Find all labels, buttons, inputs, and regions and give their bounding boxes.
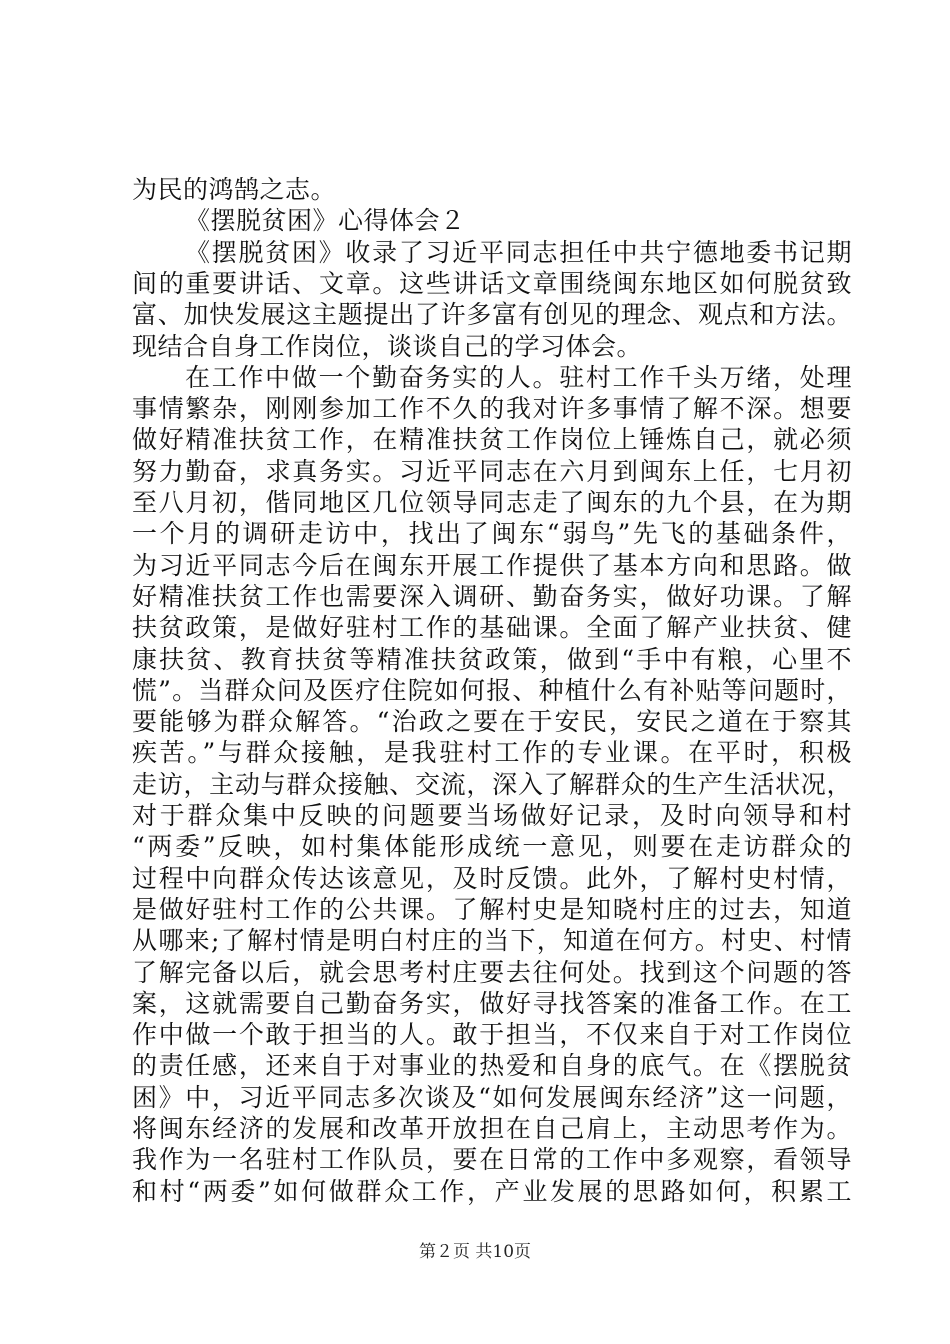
text-line: 富、加快发展这主题提出了许多富有创见的理念、观点和方法。 bbox=[132, 300, 852, 329]
text-line: 事情繁杂，刚刚参加工作不久的我对许多事情了解不深。想要 bbox=[132, 394, 852, 423]
text-line: 困》中，习近平同志多次谈及“如何发展闽东经济”这一问题， bbox=[132, 1083, 852, 1112]
text-line: 疾苦。”与群众接触，是我驻村工作的专业课。在平时，积极 bbox=[132, 738, 852, 767]
text-line: 为习近平同志今后在闽东开展工作提供了基本方向和思路。做 bbox=[132, 551, 852, 580]
text-line: 和村“两委”如何做群众工作，产业发展的思路如何，积累工 bbox=[132, 1177, 852, 1206]
text-line: 案，这就需要自己勤奋务实，做好寻找答案的准备工作。在工 bbox=[132, 989, 852, 1018]
text-line: 走访，主动与群众接触、交流，深入了解群众的生产生活状况， bbox=[132, 770, 852, 799]
text-line: 过程中向群众传达该意见，及时反馈。此外，了解村史村情， bbox=[132, 864, 852, 893]
text-line: 在工作中做一个勤奋务实的人。驻村工作千头万绪，处理 bbox=[185, 363, 852, 392]
text-line: 好精准扶贫工作也需要深入调研、勤奋务实，做好功课。了解 bbox=[132, 582, 852, 611]
page-number: 第２页 共10页 bbox=[418, 1242, 532, 1262]
text-line: 将闽东经济的发展和改革开放担在自己肩上，主动思考作为。 bbox=[132, 1114, 852, 1143]
text-line: “两委”反映，如村集体能形成统一意见，则要在走访群众的 bbox=[132, 832, 852, 861]
text-line: 努力勤奋，求真务实。习近平同志在六月到闽东上任，七月初 bbox=[132, 457, 852, 486]
text-line: 间的重要讲话、文章。这些讲话文章围绕闽东地区如何脱贫致 bbox=[132, 269, 852, 298]
text-line: 了解完备以后，就会思考村庄要去往何处。找到这个问题的答 bbox=[132, 958, 852, 987]
text-line: 现结合自身工作岗位，谈谈自己的学习体会。 bbox=[132, 332, 643, 361]
text-line: 慌”。当群众问及医疗住院如何报、种植什么有补贴等问题时， bbox=[132, 676, 852, 705]
text-line: 《摆脱贫困》收录了习近平同志担任中共宁德地委书记期 bbox=[185, 238, 852, 267]
text-line: 对于群众集中反映的问题要当场做好记录，及时向领导和村 bbox=[132, 801, 852, 830]
text-line: 是做好驻村工作的公共课。了解村史是知晓村庄的过去，知道 bbox=[132, 895, 852, 924]
text-line: 的责任感，还来自于对事业的热爱和自身的底气。在《摆脱贫 bbox=[132, 1051, 852, 1080]
text-line: 从哪来;了解村情是明白村庄的当下，知道在何方。村史、村情 bbox=[132, 926, 852, 955]
text-line: 为民的鸿鹄之志。 bbox=[132, 175, 337, 204]
text-line: 康扶贫、教育扶贫等精准扶贫政策，做到“手中有粮，心里不 bbox=[132, 645, 852, 674]
text-line: 做好精准扶贫工作，在精准扶贫工作岗位上锤炼自己，就必须 bbox=[132, 425, 852, 454]
text-line: 要能够为群众解答。“治政之要在于安民，安民之道在于察其 bbox=[132, 707, 852, 736]
text-line: 扶贫政策，是做好驻村工作的基础课。全面了解产业扶贫、健 bbox=[132, 613, 852, 642]
section-heading: 《摆脱贫困》心得体会２ bbox=[185, 206, 466, 235]
text-line: 我作为一名驻村工作队员，要在日常的工作中多观察，看领导 bbox=[132, 1145, 852, 1174]
text-line: 一个月的调研走访中，找出了闽东“弱鸟”先飞的基础条件， bbox=[132, 519, 852, 548]
text-line: 作中做一个敢于担当的人。敢于担当，不仅来自于对工作岗位 bbox=[132, 1020, 852, 1049]
text-line: 至八月初，偕同地区几位领导同志走了闽东的九个县，在为期 bbox=[132, 488, 852, 517]
